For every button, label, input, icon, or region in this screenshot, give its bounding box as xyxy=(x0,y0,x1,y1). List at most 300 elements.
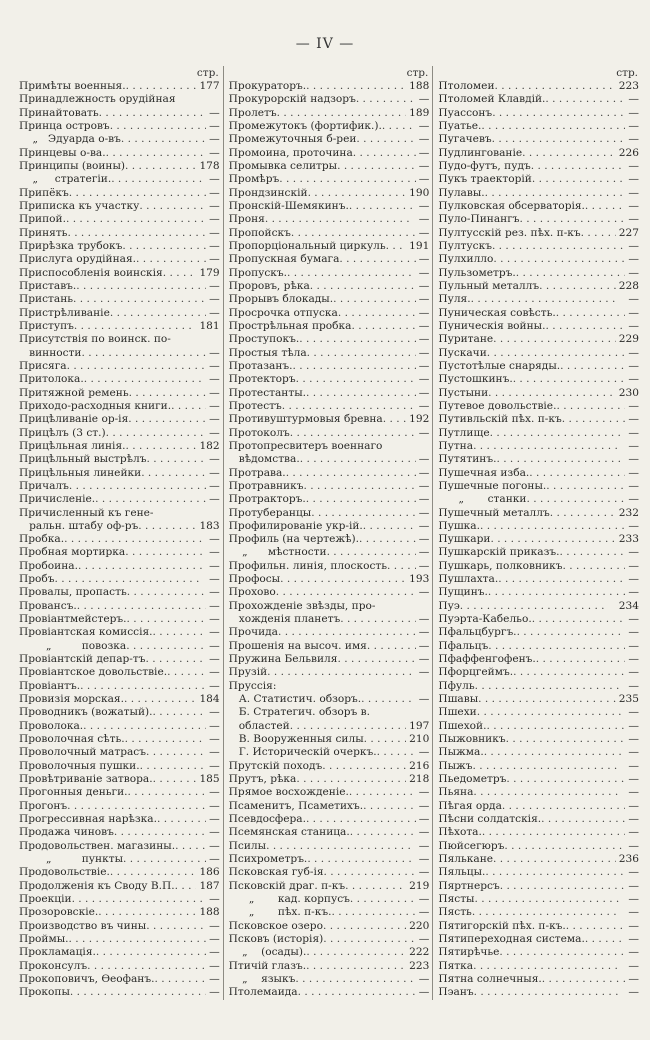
entry-text: Пфальцбургъ. xyxy=(438,626,517,639)
entry-page: — xyxy=(209,599,220,612)
entry-text: В. Вооруженныя силы xyxy=(228,733,364,746)
entry-text: Пруссія: xyxy=(228,679,277,692)
entry-page: — xyxy=(628,173,640,186)
entry-text: Пюйсегюръ xyxy=(438,839,505,852)
dot-leader xyxy=(146,653,207,666)
entry-page: — xyxy=(418,319,430,332)
index-columns xyxy=(14,66,642,1000)
index-entry xyxy=(229,746,430,759)
index-entry xyxy=(19,893,220,906)
entry-page: — xyxy=(628,786,640,799)
entry-text: Псковъ (исторія) xyxy=(228,933,324,945)
index-entry xyxy=(438,866,639,879)
dot-leader xyxy=(327,546,416,559)
index-entry xyxy=(438,773,639,786)
index-entry xyxy=(438,333,639,346)
dot-leader xyxy=(350,826,416,839)
dot-leader xyxy=(72,893,207,906)
index-entry xyxy=(438,440,639,453)
index-entry xyxy=(19,240,220,253)
dot-leader xyxy=(98,906,196,919)
index-entry xyxy=(19,680,220,693)
entry-text: Пфорцгеймъ. xyxy=(438,666,514,679)
entry-text: Пробоина. xyxy=(19,559,78,572)
dot-leader xyxy=(83,720,206,733)
entry-page: 210 xyxy=(409,733,430,746)
entry-page: — xyxy=(628,133,640,146)
dot-leader xyxy=(356,93,416,106)
index-entry xyxy=(438,373,639,386)
entry-page: — xyxy=(209,119,220,132)
dot-leader xyxy=(128,413,206,426)
entry-page: — xyxy=(628,733,640,746)
dot-leader xyxy=(111,173,206,186)
entry-page: — xyxy=(418,519,430,532)
entry-text: Б. Стратегич. обзоръ в. xyxy=(228,706,370,719)
dot-leader xyxy=(559,546,625,559)
index-entry xyxy=(229,706,430,719)
entry-text: Протопресвитеръ военнаго xyxy=(228,439,383,452)
dot-leader xyxy=(163,267,197,280)
dot-leader xyxy=(545,320,625,333)
dot-leader xyxy=(550,507,616,520)
entry-page: — xyxy=(209,479,220,492)
dot-leader xyxy=(482,826,626,839)
dot-leader xyxy=(387,560,416,573)
page-number: — IV — xyxy=(295,36,355,52)
index-entry xyxy=(229,213,430,226)
entry-page: — xyxy=(418,799,430,812)
dot-leader xyxy=(492,133,626,146)
dot-leader xyxy=(127,613,207,626)
dot-leader xyxy=(353,147,416,160)
index-entry xyxy=(438,880,639,893)
dot-leader xyxy=(337,653,415,666)
entry-text: Принадлежность орудійная xyxy=(19,93,176,106)
index-entry xyxy=(19,107,220,120)
entry-page: — xyxy=(209,639,220,652)
index-entry xyxy=(19,520,220,533)
dot-leader xyxy=(69,933,207,946)
index-entry xyxy=(19,666,220,679)
entry-text: Прицѣльная линія. xyxy=(19,439,126,452)
index-entry xyxy=(19,413,220,426)
entry-text: Промежуточныя б-реи xyxy=(228,133,357,146)
entry-page: 236 xyxy=(618,853,640,866)
index-entry xyxy=(19,773,220,786)
entry-page: 230 xyxy=(618,386,640,399)
dot-leader xyxy=(383,413,406,426)
index-entry xyxy=(19,760,220,773)
index-entry xyxy=(229,160,430,173)
dot-leader xyxy=(127,586,206,599)
entry-page: — xyxy=(628,293,640,306)
index-entry xyxy=(229,480,430,493)
entry-page: — xyxy=(209,679,220,692)
index-entry xyxy=(229,413,430,426)
entry-page: 185 xyxy=(199,773,220,786)
entry-page: — xyxy=(209,173,220,186)
entry-text: ральн. штабу оф-ръ xyxy=(19,519,139,532)
entry-text: Провалы, пропасть xyxy=(19,586,127,599)
index-entry xyxy=(229,640,430,653)
entry-text: Пульный металлъ xyxy=(438,279,540,292)
entry-text: Профилированіе укр-ій. xyxy=(228,519,363,532)
entry-text: Пушлахта. xyxy=(438,573,499,586)
entry-page: — xyxy=(209,893,220,906)
index-entry xyxy=(438,227,639,240)
dot-leader xyxy=(542,973,626,986)
entry-text: Протравникъ xyxy=(228,479,304,492)
dot-leader xyxy=(293,360,416,373)
entry-page: 197 xyxy=(409,719,430,732)
index-entry xyxy=(19,640,220,653)
entry-text: Проекціи xyxy=(19,893,72,906)
entry-page: — xyxy=(628,573,640,586)
dot-leader xyxy=(303,480,415,493)
dot-leader xyxy=(488,586,626,599)
entry-text: Промѣръ xyxy=(228,173,280,186)
entry-text: Пускачи xyxy=(438,346,487,359)
entry-text: Пясть xyxy=(438,906,472,919)
dot-leader xyxy=(67,227,206,240)
entry-text: А. Статистич. обзоръ. xyxy=(228,693,362,706)
entry-page: — xyxy=(628,399,640,412)
index-entry xyxy=(229,453,430,466)
dot-leader xyxy=(477,706,626,719)
entry-page: — xyxy=(628,266,640,279)
entry-page: — xyxy=(418,199,430,212)
dot-leader xyxy=(513,373,626,386)
index-entry xyxy=(438,560,639,573)
index-entry xyxy=(19,933,220,946)
dot-leader xyxy=(125,733,206,746)
dot-leader xyxy=(171,400,206,413)
dot-leader xyxy=(539,280,616,293)
index-entry xyxy=(229,333,430,346)
dot-leader xyxy=(153,706,207,719)
entry-page: 233 xyxy=(618,533,640,546)
entry-text: Пфаффенгофенъ. xyxy=(438,653,536,666)
entry-text: Пятигорскій пѣх. п-къ. xyxy=(438,919,566,932)
entry-page: 235 xyxy=(618,693,640,706)
entry-page: — xyxy=(209,146,220,159)
entry-page: — xyxy=(418,293,430,306)
dot-leader xyxy=(323,920,406,933)
entry-text: „ языкъ xyxy=(228,972,296,985)
entry-text: Пушка. xyxy=(438,519,480,532)
entry-page: — xyxy=(209,813,220,826)
entry-text: „ стратегіи. xyxy=(19,173,112,186)
dot-leader xyxy=(64,533,206,546)
entry-text: Пѣгая орда xyxy=(438,799,502,812)
entry-text: Пялькане xyxy=(438,853,494,866)
entry-page: — xyxy=(209,972,220,985)
entry-text: Прострѣльная пробка xyxy=(228,319,352,332)
entry-text: Пяртнерсъ xyxy=(438,879,500,892)
entry-page: — xyxy=(628,413,640,426)
entry-page: — xyxy=(418,399,430,412)
entry-text: Пуля. xyxy=(438,293,471,306)
entry-text: Провіантская комиссія. xyxy=(19,626,153,639)
entry-text: хожденія планетъ xyxy=(228,613,341,626)
entry-text: Прицѣлъ (3 ст.) xyxy=(19,426,106,439)
index-entry xyxy=(438,760,639,773)
dot-leader xyxy=(121,133,206,146)
index-entry xyxy=(19,120,220,133)
index-entry xyxy=(229,227,430,240)
entry-page: 228 xyxy=(618,279,640,292)
dot-leader xyxy=(291,227,416,240)
entry-text: Прохожденіе звѣзды, про- xyxy=(228,599,376,612)
index-entry xyxy=(229,786,430,799)
index-entry xyxy=(229,960,430,973)
entry-page: — xyxy=(209,573,220,586)
entry-text: Прорывъ блокады. xyxy=(228,293,334,306)
entry-text: Промоина, проточина xyxy=(228,146,353,159)
index-entry xyxy=(19,347,220,360)
index-entry xyxy=(438,920,639,933)
index-entry xyxy=(229,573,430,586)
entry-page: — xyxy=(628,319,640,332)
entry-text: Пуритане xyxy=(438,333,494,346)
entry-page: — xyxy=(628,426,640,439)
index-entry xyxy=(19,733,220,746)
dot-leader xyxy=(167,666,206,679)
entry-page: 178 xyxy=(199,159,220,172)
index-entry xyxy=(229,293,430,306)
entry-page: — xyxy=(628,719,640,732)
dot-leader xyxy=(562,413,626,426)
entry-page: — xyxy=(628,839,640,852)
entry-text: Пулавы. xyxy=(438,186,485,199)
entry-text: Путивльскій пѣх. п-къ xyxy=(438,413,562,426)
entry-page: — xyxy=(418,826,430,839)
entry-text: Пуническія войны. xyxy=(438,319,546,332)
index-entry xyxy=(229,586,430,599)
dot-leader xyxy=(498,573,625,586)
index-entry xyxy=(229,387,430,400)
index-entry xyxy=(229,507,430,520)
entry-page: — xyxy=(418,559,430,572)
index-entry xyxy=(438,120,639,133)
index-entry xyxy=(19,573,220,586)
entry-page: — xyxy=(418,119,430,132)
entry-text: Принять xyxy=(19,226,68,239)
dot-leader xyxy=(114,826,206,839)
entry-text: Пуатье. xyxy=(438,119,482,132)
dot-leader xyxy=(556,307,626,320)
entry-page: — xyxy=(209,933,220,945)
index-entry xyxy=(438,680,639,693)
dot-leader xyxy=(146,920,206,933)
entry-text: Пробка. xyxy=(19,533,65,546)
dot-leader xyxy=(95,493,206,506)
index-entry xyxy=(229,200,430,213)
dot-leader xyxy=(513,666,625,679)
entry-text: Пятипереходная система. xyxy=(438,933,585,945)
entry-text: Проймы. xyxy=(19,933,69,945)
entry-text: Пулхилло xyxy=(438,253,494,266)
dot-leader xyxy=(487,347,626,360)
index-entry xyxy=(438,933,639,946)
dot-leader xyxy=(337,160,416,173)
index-entry xyxy=(19,160,220,173)
index-entry xyxy=(229,280,430,293)
dot-leader xyxy=(129,387,206,400)
entry-text: Проволочная сѣть. xyxy=(19,733,125,746)
dot-leader xyxy=(363,520,416,533)
index-entry xyxy=(229,693,430,706)
entry-text: Проволока. xyxy=(19,719,84,732)
entry-page: — xyxy=(418,786,430,799)
entry-page: — xyxy=(209,986,220,999)
entry-page: — xyxy=(628,826,640,839)
entry-text: Провіантское довольствіе. xyxy=(19,666,168,679)
dot-leader xyxy=(536,653,626,666)
entry-text: Пшехой. xyxy=(438,719,487,732)
entry-text: Прирѣзка трубокъ xyxy=(19,239,123,252)
entry-text: Протракторъ. xyxy=(228,493,306,506)
entry-page: 187 xyxy=(199,879,220,892)
dot-leader xyxy=(298,986,416,999)
entry-page: — xyxy=(209,199,220,212)
entry-text: Пяльцы. xyxy=(438,866,486,879)
entry-text: Пустошкинъ. xyxy=(438,373,513,386)
entry-page: 219 xyxy=(409,879,430,892)
dot-leader xyxy=(480,520,625,533)
dot-leader xyxy=(331,906,415,919)
entry-page: — xyxy=(628,706,640,719)
dot-leader xyxy=(541,813,625,826)
entry-text: Прицѣливаніе ор-ія xyxy=(19,413,129,426)
entry-page: — xyxy=(209,613,220,626)
entry-text: Просрочка отпуска xyxy=(228,306,338,319)
dot-leader xyxy=(481,120,625,133)
entry-page: — xyxy=(418,479,430,492)
dot-leader xyxy=(67,360,207,373)
index-entry xyxy=(229,853,430,866)
entry-text: Профиль (на чертежѣ). xyxy=(228,533,359,546)
entry-page: — xyxy=(628,546,640,559)
entry-text: Протестанты. xyxy=(228,386,307,399)
dot-leader xyxy=(296,373,416,386)
entry-text: Пѣсни солдатскія. xyxy=(438,813,542,826)
index-entry xyxy=(438,666,639,679)
index-entry xyxy=(19,80,220,93)
entry-text: Пфальцъ xyxy=(438,639,489,652)
entry-page: 223 xyxy=(618,80,640,92)
entry-page: — xyxy=(418,693,430,706)
entry-text: Пудо-футъ, пудъ xyxy=(438,159,531,172)
index-entry xyxy=(229,906,430,919)
dot-leader xyxy=(484,746,626,759)
entry-page: — xyxy=(628,559,640,572)
index-entry xyxy=(229,320,430,333)
index-entry xyxy=(19,546,220,559)
entry-text: Прицѣльный выстрѣлъ xyxy=(19,453,147,466)
dot-leader xyxy=(287,267,416,280)
index-entry xyxy=(19,946,220,959)
index-entry xyxy=(19,320,220,333)
dot-leader xyxy=(490,533,615,546)
entry-text: Провансъ. xyxy=(19,599,77,612)
index-entry xyxy=(438,320,639,333)
dot-leader xyxy=(307,853,415,866)
dot-leader xyxy=(338,307,416,320)
index-entry xyxy=(229,613,430,626)
dot-leader xyxy=(363,800,416,813)
entry-text: „ кад. корпусъ xyxy=(228,893,350,906)
entry-page: 232 xyxy=(618,506,640,519)
entry-page: — xyxy=(418,279,430,292)
index-entry xyxy=(229,440,430,453)
entry-page: — xyxy=(418,893,430,906)
entry-page: — xyxy=(628,306,640,319)
entry-text: Притолока. xyxy=(19,373,84,386)
entry-page: 191 xyxy=(409,239,430,252)
index-entry xyxy=(229,120,430,133)
entry-text: Причалъ xyxy=(19,479,69,492)
dot-leader xyxy=(364,733,406,746)
index-entry xyxy=(438,160,639,173)
entry-text: Принца островъ xyxy=(19,119,110,132)
index-entry xyxy=(229,733,430,746)
dot-leader xyxy=(333,293,416,306)
entry-page: — xyxy=(418,639,430,652)
entry-page: — xyxy=(628,213,640,226)
dot-leader xyxy=(566,920,626,933)
dot-leader xyxy=(267,666,416,679)
entry-page: — xyxy=(209,653,220,666)
index-entry xyxy=(229,840,430,853)
dot-leader xyxy=(490,427,626,440)
entry-page: — xyxy=(628,239,640,252)
entry-page: — xyxy=(418,213,430,226)
dot-leader xyxy=(339,253,415,266)
entry-text: „ мѣстности xyxy=(228,546,327,559)
dot-leader xyxy=(492,240,625,253)
dot-leader xyxy=(73,293,206,306)
dot-leader xyxy=(488,387,616,400)
entry-page: — xyxy=(628,359,640,372)
dot-leader xyxy=(520,213,626,226)
index-entry xyxy=(19,200,220,213)
index-entry xyxy=(19,147,220,160)
column-header-str: стр. xyxy=(406,67,429,79)
index-column-2 xyxy=(223,66,433,1000)
entry-text: Протуберанцы xyxy=(228,506,312,519)
entry-page: — xyxy=(209,719,220,732)
entry-page: — xyxy=(209,226,220,239)
entry-page: — xyxy=(209,466,220,479)
entry-text: Пробъ xyxy=(19,573,55,586)
entry-text: Приходо-расходныя книги. xyxy=(19,399,172,412)
entry-page: — xyxy=(418,466,430,479)
entry-text: Промежутокъ (фортифик.). xyxy=(228,119,382,132)
index-entry xyxy=(438,986,639,999)
index-entry xyxy=(438,853,639,866)
entry-page: — xyxy=(418,853,430,866)
entry-text: Псаменитъ, Псаметихъ. xyxy=(228,799,364,812)
dot-leader xyxy=(276,586,416,599)
dot-leader xyxy=(493,253,625,266)
entry-text: Продолженія къ Своду В.П. xyxy=(19,879,175,892)
entry-page: — xyxy=(418,546,430,559)
entry-page: — xyxy=(209,759,220,772)
entry-text: Пуэрта-Кабельо. xyxy=(438,613,532,626)
dot-leader xyxy=(74,320,197,333)
